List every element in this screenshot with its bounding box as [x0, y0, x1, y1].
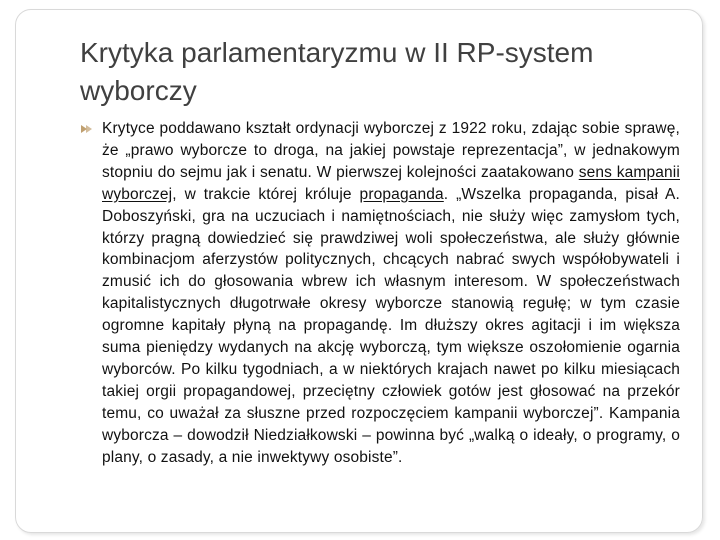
- bullet-text: [102, 118, 680, 469]
- bullet-text-part-3: . „Wszelka propaganda, pisał A. Doboszyński, gra na uczuciach i namiętnościach, nie służy więc zamysłom tych, którzy pragną dowiedzieć się prawdziwej woli społeczeństwa, ale służy głównie kombinacjom aferzystów politycznych, chcących nabrać swych współobywateli i zmusić ich do głosowania wbrew ich własnym interesom. W społeczeństwach kapitalistycznych długotrwałe okresy wyborcze stanowią regułę; w tym czasie ogromne kapitały płyną na propagandę. Im dłuższy okres agitacji i im większa suma pieniędzy wydanych na akcję wyborczą, tym większe oszołomienie ogarnia wyborców. Po kilku tygodniach, a w niektórych krajach nawet po kilku miesiącach takiej orgii propagandowej, przeciętny człowiek gotów jest głosować na przekór temu, co uważał za słuszne przed rozpoczęciem kampanii wyborczej”. Kampania wyborcza – dowodził Niedziałkowski – powinna być „walką o ideały, o programy, o plany, o zasady, a nie inwektywy osobiste”.: [102, 185, 680, 466]
- bullet-paragraph: [80, 118, 680, 469]
- slide-title: Krytyka parlamentaryzmu w II RP-system wyborczy: [80, 37, 594, 106]
- underlined-phrase-campaign: sens kampanii wyborczej: [102, 163, 680, 203]
- bullet-text-part-2: , w trakcie której króluje: [172, 185, 360, 203]
- underlined-phrase-propaganda: propaganda: [359, 185, 444, 203]
- bullet-text-part-1: Krytyce poddawano kształt ordynacji wyborczej z 1922 roku, zdając sobie sprawę, że „prawo wyborcze to droga, na jakiej powstaje reprezentacja”, w jednakowym stopniu do sejmu jak i senatu. W pierwszej kolejności zaatakowano: [102, 120, 680, 181]
- arrow-bullet-icon: [80, 124, 94, 134]
